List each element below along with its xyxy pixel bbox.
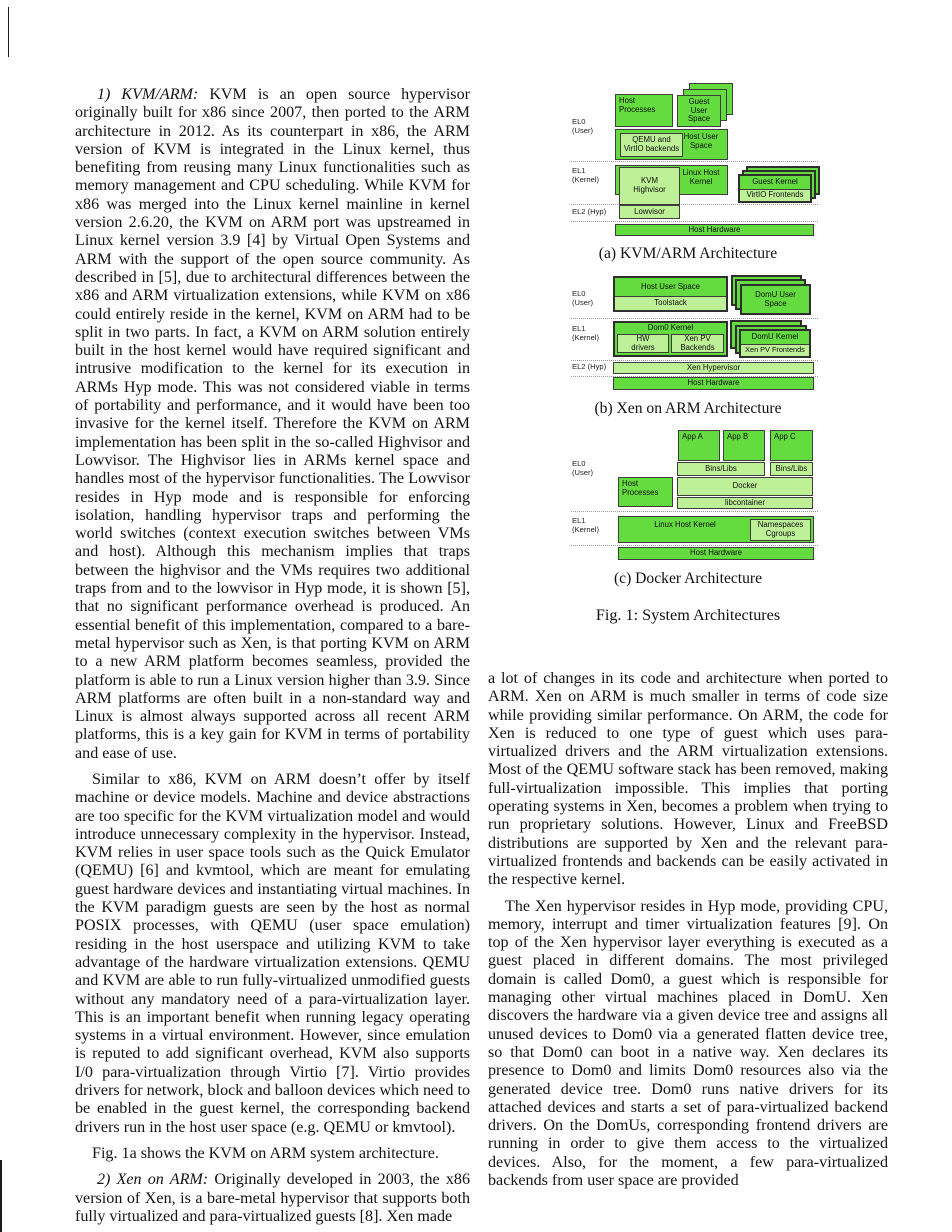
kvm-highvisor-box: KVM Highvisor (619, 167, 680, 205)
guest-kernel-group (738, 174, 812, 203)
domu-kernel-group (739, 329, 811, 358)
lowvisor-box: Lowvisor (619, 205, 680, 219)
host-user-space-box: Host User Space (615, 278, 726, 297)
el1-hw-divider (571, 545, 818, 546)
host-hardware-box: Host Hardware (615, 224, 814, 236)
el1-label: EL1 (572, 166, 586, 175)
el1-el2-divider (571, 360, 818, 361)
figure-1b-caption: (b) Xen on ARM Architecture (594, 400, 782, 417)
el0-label: EL0 (572, 289, 586, 298)
el2-label: EL2 (Hyp) (572, 362, 607, 371)
el0-label: EL0 (572, 117, 586, 126)
linux-host-kernel-label: Linux Host Kernel (654, 520, 716, 529)
paragraph-xen-changes: a lot of changes in its code and architecture when ported to ARM. Xen on ARM is much smaller in terms of code size while providing similar performance. On ARM, the code for Xen is reduced to one type of guest which uses para-virtualized drivers and the ARM virtualization extensions. Most of the QEMU software stack has been removed, making full-virtualization impossible. This implies that porting operating systems in Xen, becomes a problem when trying to run proprietary solutions. However, Linux and FreeBSD distributions are supported by Xen and the relevant para-virtualized frontends and backends can be easily activated in the respective kernel. (488, 670, 888, 889)
el1-sublabel: (Kernel) (572, 175, 600, 184)
toolstack-box: Toolstack (615, 297, 726, 310)
domu-kernel-box: DomU Kernel (741, 331, 809, 345)
virtio-frontends-box: VirtIO Frontends (740, 190, 810, 201)
host-processes-box: Host Processes (615, 94, 673, 127)
dom0-kernel-group (613, 321, 728, 357)
section-heading-xen-arm: 2) Xen on ARM: (97, 1171, 209, 1189)
paragraph-xen-intro (75, 1171, 470, 1226)
el0-el1-divider (571, 318, 818, 319)
app-b-box: App B (723, 430, 765, 461)
paragraph-xen-hypervisor: The Xen hypervisor resides in Hyp mode, providing CPU, memory, interrupt and timer virtualization features [9]. On top of the Xen hypervisor layer everything is executed as a guest placed in different domains. The most privileged domain is called Dom0, a guest which is responsible for managing other virtual machines placed in DomU. Xen discovers the hardware via a given device tree and assigns all unused devices to Dom0 via a generated flatten device tree, so that Dom0 can boot in a native way. Xen declares its presence to Dom0 and limits Dom0 resources also via the generated device tree. Dom0 runs native drivers for its attached devices and starts a set of para-virtualized backend drivers. On the DomUs, corresponding frontend drivers are running in order to give them access to the virtualized devices. Also, for the moment, a few para-virtualized backends from user space are provided (488, 897, 888, 1190)
el0-el1-divider (571, 511, 818, 512)
right-column (488, 670, 888, 1198)
el2-label: EL2 (Hyp) (572, 207, 607, 216)
paragraph-kvm-arm-intro (75, 86, 470, 763)
dom0-kernel-label: Dom0 Kernel (647, 323, 694, 332)
host-processes-box: Host Processes (618, 477, 673, 507)
host-hardware-box: Host Hardware (613, 377, 814, 390)
guest-kernel-box: Guest Kernel (740, 176, 810, 190)
host-hardware-box: Host Hardware (618, 547, 814, 560)
el1-sublabel: (Kernel) (572, 333, 600, 342)
bins-libs-box: Bins/Libs (677, 462, 765, 476)
el1-label: EL1 (572, 516, 586, 525)
figure-1c-caption: (c) Docker Architecture (613, 570, 763, 587)
qemu-virtio-backends-box: QEMU and VirtIO backends (620, 133, 683, 157)
namespaces-cgroups-box: Namespaces Cgroups (750, 519, 811, 541)
domu-user-space-box: DomU User Space (740, 284, 811, 315)
left-column (75, 86, 470, 1232)
guest-user-space-box: Guest User Space (677, 95, 721, 127)
linux-host-kernel-label: Linux Host Kernel (682, 168, 720, 186)
xen-hypervisor-box: Xen Hypervisor (613, 362, 814, 374)
section-xen-text: Originally developed in 2003, the x86 version of Xen, is a bare-metal hypervisor that supports both fully virtualized and para-virtualized guests [8]. Xen made (75, 1171, 470, 1225)
xen-pv-frontends-box: Xen PV Frontends (741, 345, 809, 356)
el0-el1-divider (571, 161, 818, 162)
el0-label: EL0 (572, 459, 586, 468)
scan-artifact-line (8, 7, 9, 57)
figure-1a-caption: (a) KVM/ARM Architecture (598, 245, 778, 262)
hw-drivers-box: HW drivers (617, 334, 669, 353)
dom0-user-group (613, 276, 728, 312)
el0-sublabel: (User) (572, 468, 594, 477)
section-kvm-arm-text: KVM is an open source hypervisor originally built for x86 since 2007, then ported to the ARM architecture in 2012. As its counterpart in x86, the ARM version of KVM is integrated in the Linux kernel, thus benefiting from reusing many Linux functionalities such as memory management and CPU scheduling. While KVM for x86 was merged into the Linux kernel mainline in kernel version 2.6.20, the KVM on ARM port was upstreamed in Linux kernel version 3.9 [4] by Virtual Open Systems and ARM with the support of the open source community. As described in [5], due to architectural differences between the x86 and ARM virtualization extensions, while KVM on x86 could entirely reside in the kernel, KVM on ARM had to be split in two parts. In fact, a KVM on ARM solution entirely built in the host kernel would have required significant and intrusive modification to the kernel for its execution in ARMs Hyp mode. This was not considered viable in terms of portability and performance, and it would have been too invasive for the kernel itself. Therefore the KVM on ARM implementation has been split in the so-called Highvisor and Lowvisor. The Highvisor lies in ARMs kernel space and handles most of the hypervisor functionalities. The Lowvisor resides in Hyp mode and is responsible for enforcing isolation, handling hypervisor traps and performing the world switches (context execution switches between VMs and host). Although this mechanism implies that traps between the highvisor and the VMs requires two additional traps from and to the lowvisor in Hyp mode, it is shown [5], that no significant performance overhead is produced. An essential benefit of this implementation, compared to a bare-metal hypervisor such as Xen, is that porting KVM on ARM to a new ARM platform becomes seamless, provided the platform is able to run a Linux version higher than 3.9. Since ARM platforms are often built in a non-standard way and Linux is almost always supported across all recent ARM platforms, this is a key gain for KVM in terms of portability and ease of use. (75, 86, 470, 762)
el1-label: EL1 (572, 324, 586, 333)
paragraph-kvm-userspace-tools: Similar to x86, KVM on ARM doesn’t offer by itself machine or device models. Machine and device abstractions are too specific for the KVM virtualization model and would introduce unnecessary complexity in the hypervisor. Instead, KVM relies in user space tools such as the Quick Emulator (QEMU) [6] and kvmtool, which are meant for emulating guest hardware devices and instantiating virtual machines. In the KVM paradigm guests are seen by the host as normal POSIX processes, with QEMU (user space emulation) residing in the host userspace and utilizing KVM to take advantage of the hardware virtualization extensions. QEMU and KVM are able to run fully-virtualized unmodified guests without any mandatory need of a para-virtualization layer. This is an important benefit when running legacy operating systems in a virtual environment. However, since emulation is reputed to add significant overhead, KVM also supports I/0 para-virtualization through Virtio [7]. Virtio provides drivers for network, block and balloon devices which need to be enabled in the guest kernel, the corresponding backend drivers run in the host user space (e.g. QEMU or kmvtool). (75, 770, 470, 1136)
el2-hw-divider (571, 221, 818, 222)
app-c-box: App C (770, 430, 813, 461)
xen-pv-backends-box: Xen PV Backends (671, 334, 724, 353)
docker-box: Docker (677, 477, 813, 496)
el0-sublabel: (User) (572, 126, 594, 135)
bins-libs-box: Bins/Libs (770, 462, 813, 476)
el1-sublabel: (Kernel) (572, 525, 600, 534)
section-heading-kvm-arm: 1) KVM/ARM: (97, 86, 199, 103)
el1-el2-divider (571, 204, 818, 205)
host-user-space-label: Host User Space (683, 132, 719, 150)
el0-sublabel: (User) (572, 298, 594, 307)
app-a-box: App A (678, 430, 720, 461)
figure-1-caption: Fig. 1: System Architectures (595, 606, 781, 624)
scan-artifact-line (0, 1160, 2, 1232)
libcontainer-box: libcontainer (677, 497, 813, 509)
paragraph-fig1a-reference: Fig. 1a shows the KVM on ARM system architecture. (92, 1144, 439, 1162)
